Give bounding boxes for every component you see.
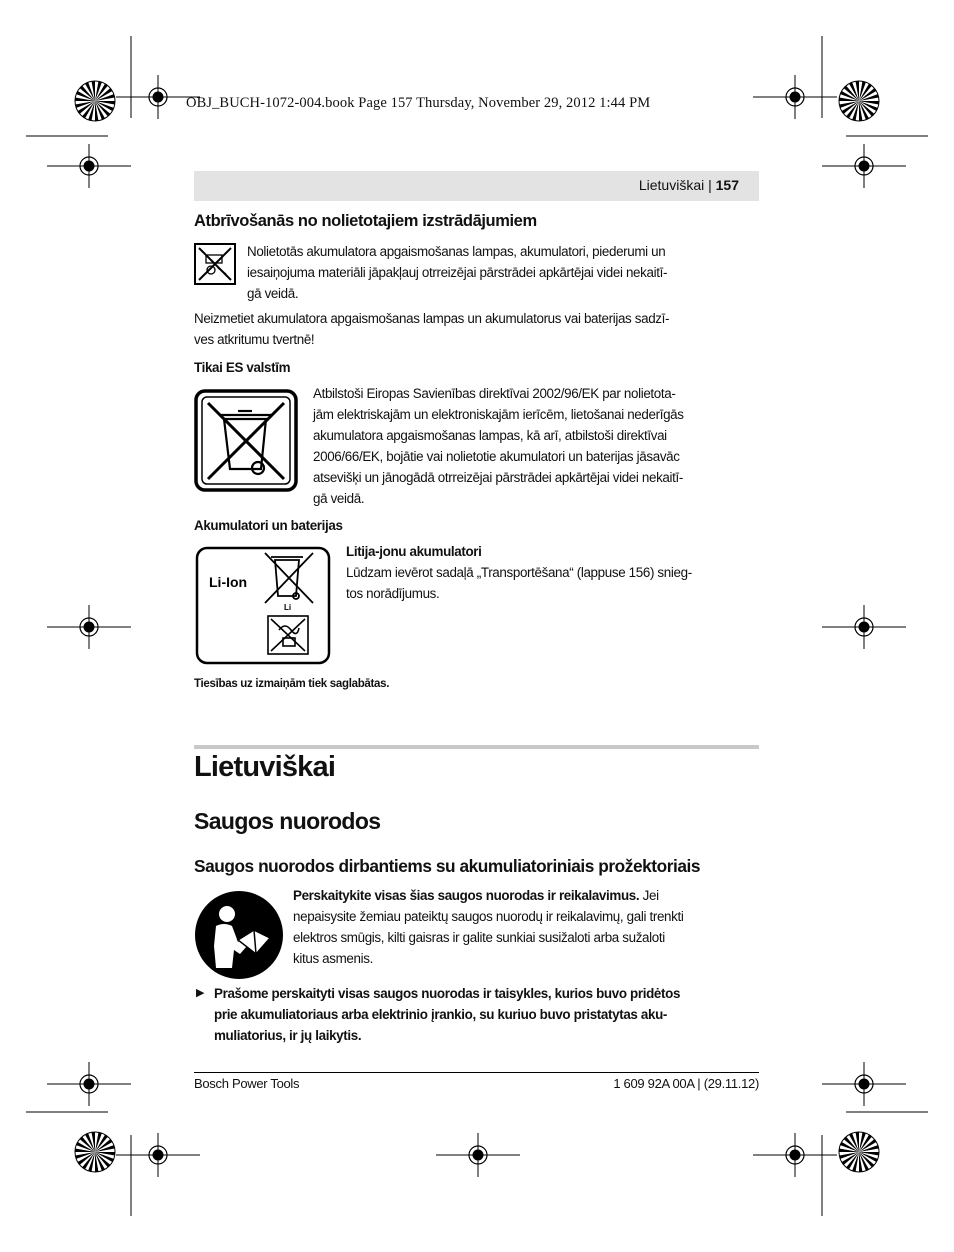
household-line: ves atkritumu tvertnē! <box>194 332 315 347</box>
disposal-heading: Atbrīvošanās no nolietotajiem izstrādājumiem <box>194 212 537 230</box>
eu-line: atsevišķi un jānogādā otrreizējai pārstrādei apkārtējai videi nekaitī- <box>313 470 683 485</box>
warning-rest: Jei <box>639 888 659 903</box>
bullet-icon: ▶ <box>196 987 205 999</box>
registration-starburst-icon <box>75 1132 115 1172</box>
warning-line: kitus asmenis. <box>293 951 373 966</box>
read-manual-icon <box>194 890 284 980</box>
household-paragraph <box>194 308 669 350</box>
eu-line: gā veidā. <box>313 491 365 506</box>
warning-paragraph <box>293 885 683 969</box>
registration-target-icon <box>753 1133 837 1177</box>
disposal-line: gā veidā. <box>247 286 299 301</box>
eu-line: akumulatora apgaismošanas lampas, kā arī, atbilstoši direktīvai <box>313 428 667 443</box>
registration-target-icon <box>436 1133 520 1177</box>
li-ion-battery-icon <box>195 546 331 665</box>
liion-title: Litija-jonu akumulatori <box>346 544 482 559</box>
registration-target-icon <box>116 1133 200 1177</box>
disposal-line: iesaiņojuma materiāli jāpakļauj otrreizējai pārstrādei apkārtējai videi nekaitī- <box>247 265 668 280</box>
running-head <box>194 171 759 201</box>
registration-target-icon <box>753 75 837 119</box>
bullet-line: muliatorius, ir jų laikytis. <box>214 1028 362 1043</box>
warning-bold: Perskaitykite visas šias saugos nuorodas ir reikalavimus. <box>293 888 640 903</box>
liion-line: tos norādījumus. <box>346 586 440 601</box>
registration-starburst-icon <box>839 81 879 121</box>
registration-target-icon <box>822 1062 906 1106</box>
registration-target-icon <box>822 144 906 188</box>
registration-target-icon <box>822 605 906 649</box>
li-ion-label: Li-Ion <box>209 574 248 590</box>
warning-line: elektros smūgis, kilti gaisras ir galite sunkiai susižaloti arba sužaloti <box>293 930 665 945</box>
rights-notice: Tiesības uz izmaiņām tiek saglabātas. <box>194 678 390 690</box>
registration-starburst-icon <box>75 81 115 121</box>
warning-line: nepaisysite žemiau pateiktų saugos nuorodų ir reikalavimų, gali trenkti <box>293 909 684 924</box>
section-title: Lietuviškai <box>194 751 336 783</box>
li-label: Li <box>284 603 292 612</box>
safety-subheading: Saugos nuorodos dirbantiems su akumuliatoriniais prožektoriais <box>194 856 701 876</box>
household-line: Neizmetiet akumulatora apgaismošanas lampas un akumulatorus vai baterijas sadzī- <box>194 311 670 326</box>
bullet-line: prie akumuliatoriaus arba elektrinio įrankio, su kuriuo buvo pristatytas aku- <box>214 1007 668 1022</box>
liion-paragraph <box>346 541 692 604</box>
bullet-paragraph <box>214 983 680 1046</box>
running-head-language: Lietuviškai <box>638 177 705 193</box>
liion-line: Lūdzam ievērot sadaļā „Transportēšana“ (lappuse 156) snieg- <box>346 565 692 580</box>
warning-first-line <box>293 885 683 906</box>
eu-line: 2006/66/EK, bojātie vai nolietotie akumulatori un baterijas jāsavāc <box>313 449 680 464</box>
safety-heading: Saugos nuorodos <box>194 808 381 834</box>
page-number: 157 <box>715 177 739 193</box>
registration-target-icon <box>47 144 131 188</box>
running-head-text <box>639 177 739 193</box>
disposal-line: Nolietotās akumulatora apgaismošanas lampas, akumulatori, piederumi un <box>247 244 666 259</box>
eu-line: jām elektriskajām un elektroniskajām ierīcēm, lietošanai nederīgās <box>313 407 684 422</box>
footer-rule <box>194 1072 759 1073</box>
battery-heading: Akumulatori un baterijas <box>194 518 343 533</box>
wheelie-bin-crossed-icon <box>194 389 298 492</box>
eu-line: Atbilstoši Eiropas Savienības direktīvai 2002/96/EK par nolietota- <box>313 386 676 401</box>
registration-target-icon <box>47 605 131 649</box>
registration-target-icon <box>47 1062 131 1106</box>
section-divider <box>194 745 759 749</box>
registration-starburst-icon <box>839 1132 879 1172</box>
bullet-line: Prašome perskaityti visas saugos nuorodas ir taisykles, kurios buvo pridėtos <box>214 986 681 1001</box>
disposal-paragraph <box>247 241 667 304</box>
slug-line: OBJ_BUCH-1072-004.book Page 157 Thursday, November 29, 2012 1:44 PM <box>186 95 651 111</box>
eu-paragraph <box>313 383 684 509</box>
footer-right: 1 609 92A 00A | (29.11.12) <box>613 1076 759 1091</box>
eu-heading: Tikai ES valstīm <box>194 360 291 375</box>
footer-left: Bosch Power Tools <box>194 1076 300 1091</box>
disposal-icon <box>194 243 236 285</box>
running-head-separator: | <box>704 177 716 193</box>
